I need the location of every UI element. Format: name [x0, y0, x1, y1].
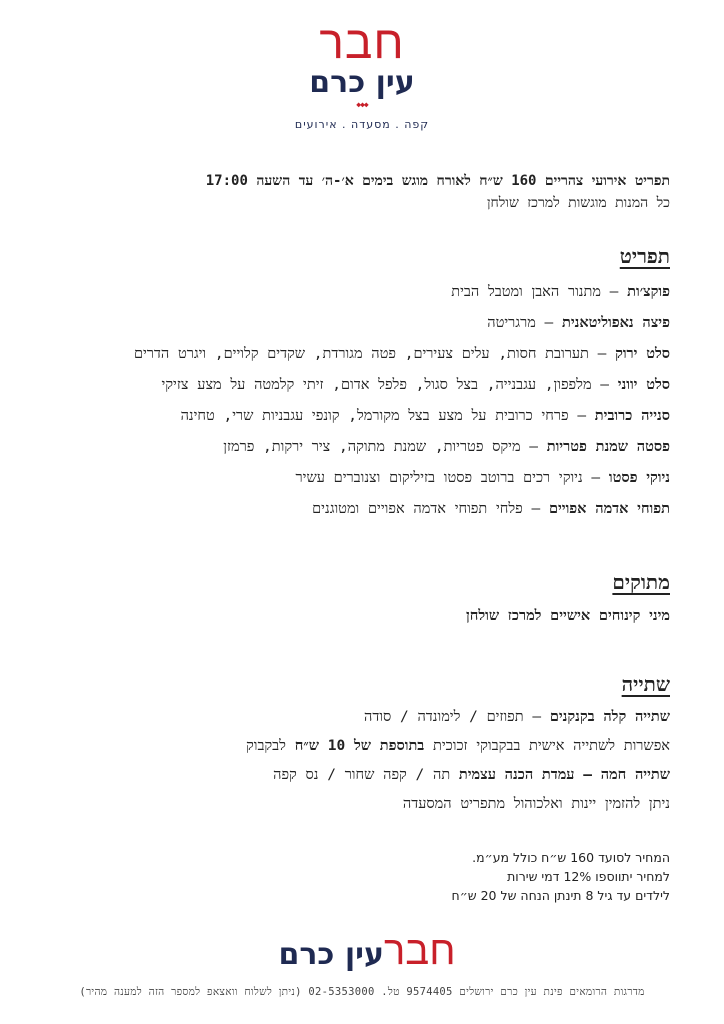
menu-item — [50, 370, 670, 401]
price-line-1: המחיר לסועד 160 ש״ח כולל מע״מ. — [472, 850, 670, 865]
footer-place-name: עין כרם — [278, 937, 384, 972]
drink-hot — [50, 761, 670, 790]
price-line-2: למחיר יתווספו 12% דמי שירות — [507, 869, 670, 884]
drink-cold — [50, 703, 670, 732]
price-line-3: לילדים עד גיל 8 תינתן הנחה של 20 ש״ח — [451, 888, 670, 903]
header-logo — [0, 15, 724, 131]
intro — [50, 170, 670, 214]
menu-item-desc: – מתנור האבן ומטבל הבית — [451, 284, 628, 300]
drink-hot-desc: תה / קפה שחור / נס קפה — [273, 767, 459, 783]
menu-item-desc: – פלחי תפוחי אדמה אפויים ומטוגנים — [312, 501, 549, 517]
drink-hot-name: שתייה חמה – עמדת הכנה עצמית — [458, 767, 670, 783]
menu-item-name: סלט יווני — [617, 377, 670, 393]
drink-cold-name: שתייה קלה בקנקנים — [549, 709, 670, 725]
menu-item-name: פוקצ׳ות — [627, 284, 670, 300]
tagline: קפה . מסעדה . אירועים — [294, 118, 430, 131]
drink-cold-desc: – תפוזים / לימונדה / סודה — [364, 709, 550, 725]
menu-item-name: סנייה כרובית — [594, 408, 670, 424]
footer-address: מדרגות הרומאים פינת עין כרם ירושלים 9574405 טל. 02-5353000 (ניתן לשלוח וואצאפ למספר הזה למענה מהיר) — [79, 986, 645, 998]
menu-item-name: תפוחי אדמה אפויים — [548, 501, 670, 517]
drink-bottle — [50, 732, 670, 761]
footer-brand-name: חבר — [383, 928, 456, 974]
drinks-list — [50, 703, 670, 819]
menu-item — [50, 277, 670, 308]
drinks-title: שתייה — [621, 672, 670, 696]
menu-item — [50, 401, 670, 432]
menu-item-name: ניוקי פסטו — [608, 470, 670, 486]
menu-list — [50, 277, 670, 525]
intro-line-1: תפריט אירועי צהריים 160 ש״ח לאורח מוגש בימים א׳-ה׳ עד השעה 17:00 — [205, 173, 670, 189]
place-name: עין כרם — [309, 65, 415, 100]
drink-bottle-pre: אפשרות לשתייה אישית בבקבוקי זכוכית — [424, 738, 670, 754]
desserts-list — [50, 601, 670, 632]
footer-logo — [0, 928, 724, 974]
menu-item — [50, 432, 670, 463]
menu-item-desc: – מלפפון, עגבנייה, בצל סגול, פלפל אדום, זיתי קלמטה על מצע צזיקי — [161, 377, 618, 393]
menu-item-name: פיצה נאפוליטאנית — [562, 315, 670, 331]
brand-name: חבר — [319, 15, 405, 69]
menu-item-desc: – פרחי כרובית על מצע בצל מקורמל, קונפי עגבניות שרי, טחינה — [180, 408, 595, 424]
menu-item-name: סלט ירוק — [615, 346, 670, 362]
menu-item — [50, 308, 670, 339]
menu-item-desc: – מרגריטה — [487, 315, 562, 331]
desserts-title: מתוקים — [612, 570, 670, 594]
intro-line-2: כל המנות מוגשות למרכז שולחן — [486, 195, 670, 211]
menu-item-name: פסטה שמנת פטריות — [546, 439, 670, 455]
menu-item — [50, 494, 670, 525]
menu-item-desc: – תערובת חסות, עלים צעירים, פטה מגורדת, שקדים קלויים, ויגרט הדרים — [133, 346, 616, 362]
drink-note: ניתן להזמין יינות ואלכוהול מתפריט המסעדה — [402, 796, 670, 812]
drink-bottle-post: לבקבוק — [245, 738, 295, 754]
drink-bottle-price: בתוספת של 10 ש״ח — [294, 738, 425, 754]
diamonds-icon: ◆◆◆ — [356, 100, 368, 109]
menu-item-desc: – מיקס פטריות, שמנת מתוקה, ציר ירקות, פרמזן — [223, 439, 547, 455]
menu-item-desc: – ניוקי רכים ברוטב פסטו בזיליקום וצנוברים עשיר — [295, 470, 609, 486]
menu-item — [50, 339, 670, 370]
menu-title: תפריט — [619, 244, 670, 268]
menu-item — [50, 463, 670, 494]
desserts-line: מיני קינוחים אישיים למרכז שולחן — [466, 608, 670, 624]
price-notes — [452, 848, 670, 905]
